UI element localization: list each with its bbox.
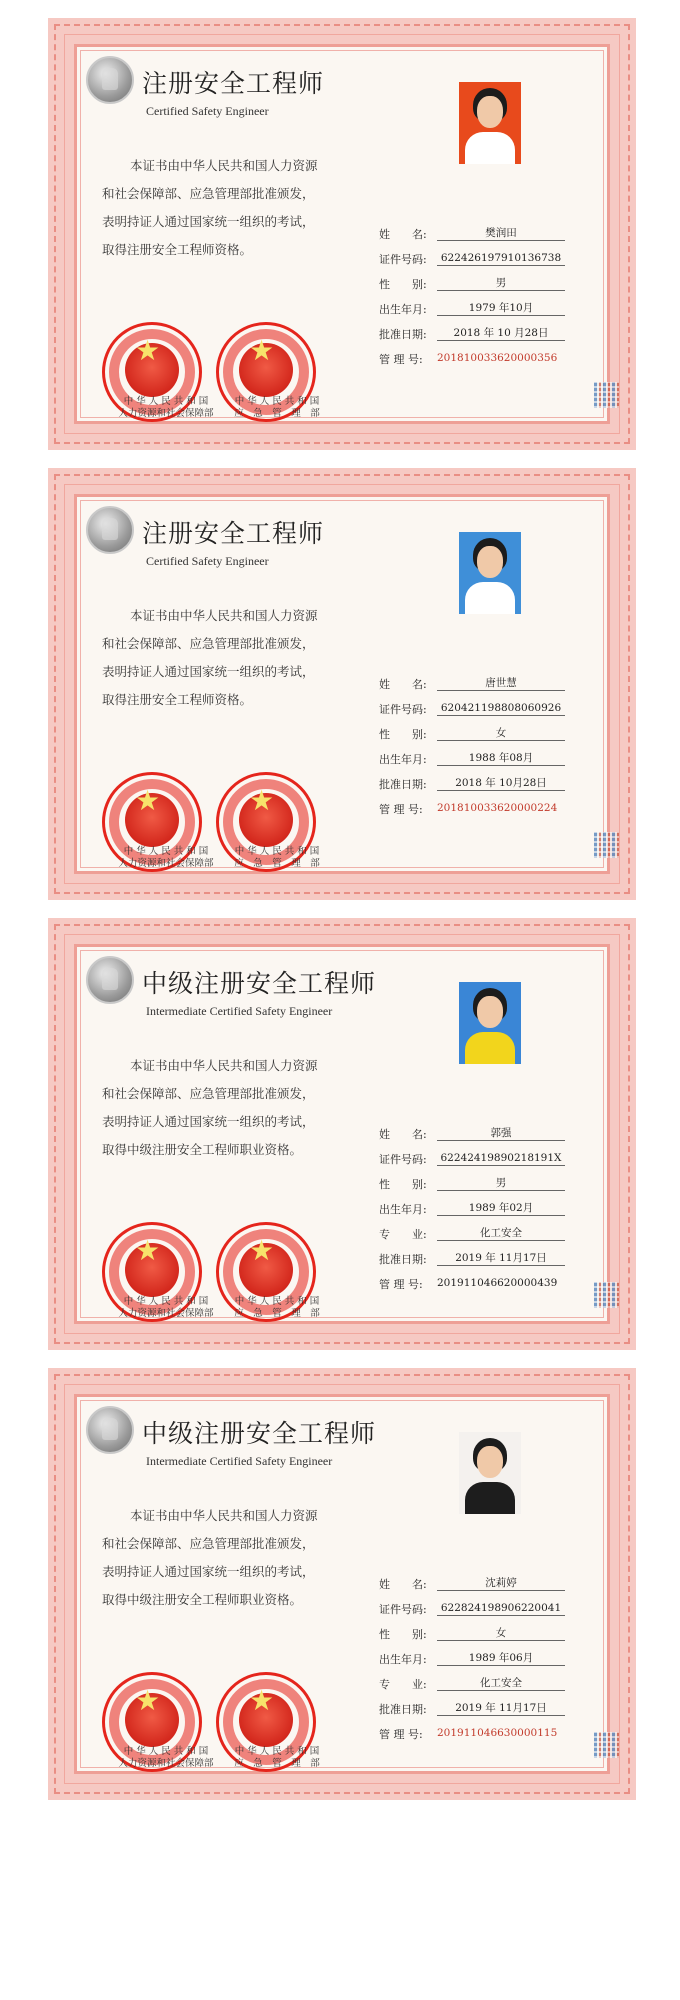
photo-shirt	[465, 1482, 515, 1514]
field-label: 专 业:	[379, 1678, 427, 1691]
field-label: 姓 名:	[379, 228, 427, 241]
field-label: 管 理 号:	[379, 1728, 423, 1741]
issuer-left	[116, 1746, 216, 1770]
issuer-line: 人力资源和社会保障部	[118, 408, 214, 419]
seal-star-icon: ★	[249, 1684, 275, 1717]
issuer-line: 应 急 管 理 部	[234, 1308, 320, 1319]
field-label: 姓 名:	[379, 1128, 427, 1141]
seal-star-icon: ★	[249, 1234, 275, 1267]
field-value: 1988 年08月	[437, 751, 565, 766]
field-label: 批准日期:	[379, 1703, 427, 1716]
field-value: 郭强	[437, 1126, 565, 1141]
field-label: 证件号码:	[379, 703, 427, 716]
statement-line: 本证书由中华人民共和国人力资源	[130, 1508, 318, 1523]
statement-line: 表明持证人通过国家统一组织的考试，	[102, 664, 315, 679]
holder-fields	[379, 222, 619, 372]
photo-shirt	[465, 1032, 515, 1064]
certificate-statement	[102, 152, 352, 264]
field-label: 出生年月:	[379, 753, 427, 766]
field-value: 女	[437, 726, 565, 741]
field-row	[379, 1597, 619, 1622]
certificate-subtitle: Intermediate Certified Safety Engineer	[146, 1454, 333, 1468]
statement-line: 本证书由中华人民共和国人力资源	[130, 608, 318, 623]
field-label: 证件号码:	[379, 253, 427, 266]
holder-fields	[379, 672, 619, 822]
statement-line: 取得注册安全工程师资格。	[102, 242, 253, 257]
field-value: 男	[437, 1176, 565, 1191]
issuer-line: 中 华 人 民 共 和 国	[123, 846, 209, 857]
field-value: 62242419890218191X	[437, 1151, 565, 1166]
certificate-card	[48, 18, 636, 450]
field-row	[379, 1672, 619, 1697]
qr-code-icon	[594, 832, 620, 858]
field-label: 证件号码:	[379, 1603, 427, 1616]
certificate-statement	[102, 1502, 352, 1614]
statement-line: 本证书由中华人民共和国人力资源	[130, 1058, 318, 1073]
issuer-line: 中 华 人 民 共 和 国	[234, 846, 320, 857]
seal-star-icon: ★	[249, 784, 275, 817]
certificate-subtitle: Intermediate Certified Safety Engineer	[146, 1004, 333, 1018]
statement-line: 和社会保障部、应急管理部批准颁发，	[102, 636, 315, 651]
holder-photo	[459, 1432, 521, 1514]
statement-line: 表明持证人通过国家统一组织的考试，	[102, 214, 315, 229]
field-value: 化工安全	[437, 1226, 565, 1241]
certificate-subtitle: Certified Safety Engineer	[146, 104, 269, 118]
holder-photo	[459, 82, 521, 164]
field-value: 2019 年 11月17日	[437, 1251, 565, 1266]
certificate-statement	[102, 602, 352, 714]
emblem-icon	[86, 56, 134, 104]
field-value: 622426197910136738	[437, 251, 565, 266]
certificate-title: 注册安全工程师	[142, 69, 325, 98]
issuer-line: 应 急 管 理 部	[234, 408, 320, 419]
field-row	[379, 1122, 619, 1147]
certificate-title: 中级注册安全工程师	[142, 969, 377, 998]
statement-line: 本证书由中华人民共和国人力资源	[130, 158, 318, 173]
issuer-right	[232, 1296, 322, 1320]
field-value: 201911046620000439	[437, 1277, 558, 1289]
certificate-subtitle: Certified Safety Engineer	[146, 554, 269, 568]
field-row	[379, 722, 619, 747]
issuer-right	[232, 1746, 322, 1770]
field-label: 姓 名:	[379, 678, 427, 691]
photo-face	[477, 996, 503, 1028]
seal-star-icon: ★	[135, 1234, 161, 1267]
field-label: 性 别:	[379, 278, 427, 291]
field-value: 201911046630000115	[437, 1727, 558, 1739]
issuer-right	[232, 396, 322, 420]
photo-face	[477, 96, 503, 128]
issuer-line: 中 华 人 民 共 和 国	[234, 396, 320, 407]
issuer-left	[116, 396, 216, 420]
field-label: 性 别:	[379, 1178, 427, 1191]
certificate-card	[48, 1368, 636, 1800]
issuer-line: 中 华 人 民 共 和 国	[123, 1296, 209, 1307]
field-row	[379, 1172, 619, 1197]
holder-photo	[459, 982, 521, 1064]
field-label: 出生年月:	[379, 1203, 427, 1216]
field-row	[379, 297, 619, 322]
field-value: 1989 年06月	[437, 1651, 565, 1666]
seal-star-icon: ★	[135, 784, 161, 817]
issuer-line: 中 华 人 民 共 和 国	[123, 396, 209, 407]
field-label: 性 别:	[379, 728, 427, 741]
field-label: 管 理 号:	[379, 803, 423, 816]
field-label: 性 别:	[379, 1628, 427, 1641]
statement-line: 取得中级注册安全工程师职业资格。	[102, 1142, 303, 1157]
field-value: 沈莉婷	[437, 1576, 565, 1591]
field-value: 男	[437, 276, 565, 291]
photo-shirt	[465, 582, 515, 614]
field-row	[379, 772, 619, 797]
certificate-card	[48, 918, 636, 1350]
emblem-icon	[86, 1406, 134, 1454]
statement-line: 表明持证人通过国家统一组织的考试，	[102, 1564, 315, 1579]
field-row	[379, 697, 619, 722]
field-row	[379, 1147, 619, 1172]
statement-line: 和社会保障部、应急管理部批准颁发，	[102, 1086, 315, 1101]
field-value: 1979 年10月	[437, 301, 565, 316]
certificate-title: 中级注册安全工程师	[142, 1419, 377, 1448]
holder-fields	[379, 1122, 619, 1297]
field-label: 出生年月:	[379, 1653, 427, 1666]
field-value: 1989 年02月	[437, 1201, 565, 1216]
issuer-line: 人力资源和社会保障部	[118, 1758, 214, 1769]
field-row	[379, 222, 619, 247]
field-value: 201810033620000356	[437, 352, 558, 364]
emblem-icon	[86, 506, 134, 554]
field-label: 证件号码:	[379, 1153, 427, 1166]
field-value: 2018 年 10 月28日	[437, 326, 565, 341]
field-row	[379, 247, 619, 272]
field-value: 622824198906220041	[437, 1601, 565, 1616]
field-value: 2018 年 10月28日	[437, 776, 565, 791]
field-value: 樊润田	[437, 226, 565, 241]
holder-fields	[379, 1572, 619, 1747]
field-value: 女	[437, 1626, 565, 1641]
seal-star-icon: ★	[135, 334, 161, 367]
field-label: 出生年月:	[379, 303, 427, 316]
statement-line: 表明持证人通过国家统一组织的考试，	[102, 1114, 315, 1129]
certificate-card	[48, 468, 636, 900]
field-row	[379, 1722, 619, 1747]
certificate-title: 注册安全工程师	[142, 519, 325, 548]
seal-star-icon: ★	[135, 1684, 161, 1717]
field-row	[379, 1222, 619, 1247]
field-row	[379, 1572, 619, 1597]
field-row	[379, 1197, 619, 1222]
field-label: 批准日期:	[379, 1253, 427, 1266]
field-value: 化工安全	[437, 1676, 565, 1691]
field-label: 专 业:	[379, 1228, 427, 1241]
issuer-left	[116, 846, 216, 870]
field-row	[379, 1697, 619, 1722]
field-row	[379, 322, 619, 347]
field-value: 唐世慧	[437, 676, 565, 691]
field-value: 201810033620000224	[437, 802, 558, 814]
qr-code-icon	[594, 1282, 620, 1308]
statement-line: 取得注册安全工程师资格。	[102, 692, 253, 707]
field-value: 620421198808060926	[437, 701, 565, 716]
emblem-icon	[86, 956, 134, 1004]
issuer-line: 中 华 人 民 共 和 国	[234, 1746, 320, 1757]
field-label: 批准日期:	[379, 778, 427, 791]
field-row	[379, 1247, 619, 1272]
issuer-line: 应 急 管 理 部	[234, 1758, 320, 1769]
qr-code-icon	[594, 382, 620, 408]
issuer-left	[116, 1296, 216, 1320]
photo-face	[477, 546, 503, 578]
photo-shirt	[465, 132, 515, 164]
statement-line: 和社会保障部、应急管理部批准颁发，	[102, 1536, 315, 1551]
field-row	[379, 747, 619, 772]
seal-star-icon: ★	[249, 334, 275, 367]
field-label: 姓 名:	[379, 1578, 427, 1591]
field-value: 2019 年 11月17日	[437, 1701, 565, 1716]
photo-face	[477, 1446, 503, 1478]
field-row	[379, 1647, 619, 1672]
field-label: 批准日期:	[379, 328, 427, 341]
issuer-line: 人力资源和社会保障部	[118, 858, 214, 869]
field-label: 管 理 号:	[379, 1278, 423, 1291]
issuer-line: 中 华 人 民 共 和 国	[234, 1296, 320, 1307]
issuer-line: 中 华 人 民 共 和 国	[123, 1746, 209, 1757]
field-row	[379, 672, 619, 697]
certificate-statement	[102, 1052, 352, 1164]
field-row	[379, 347, 619, 372]
issuer-right	[232, 846, 322, 870]
statement-line: 取得中级注册安全工程师职业资格。	[102, 1592, 303, 1607]
field-row	[379, 1272, 619, 1297]
field-label: 管 理 号:	[379, 353, 423, 366]
statement-line: 和社会保障部、应急管理部批准颁发，	[102, 186, 315, 201]
field-row	[379, 272, 619, 297]
issuer-line: 人力资源和社会保障部	[118, 1308, 214, 1319]
issuer-line: 应 急 管 理 部	[234, 858, 320, 869]
field-row	[379, 797, 619, 822]
holder-photo	[459, 532, 521, 614]
field-row	[379, 1622, 619, 1647]
qr-code-icon	[594, 1732, 620, 1758]
